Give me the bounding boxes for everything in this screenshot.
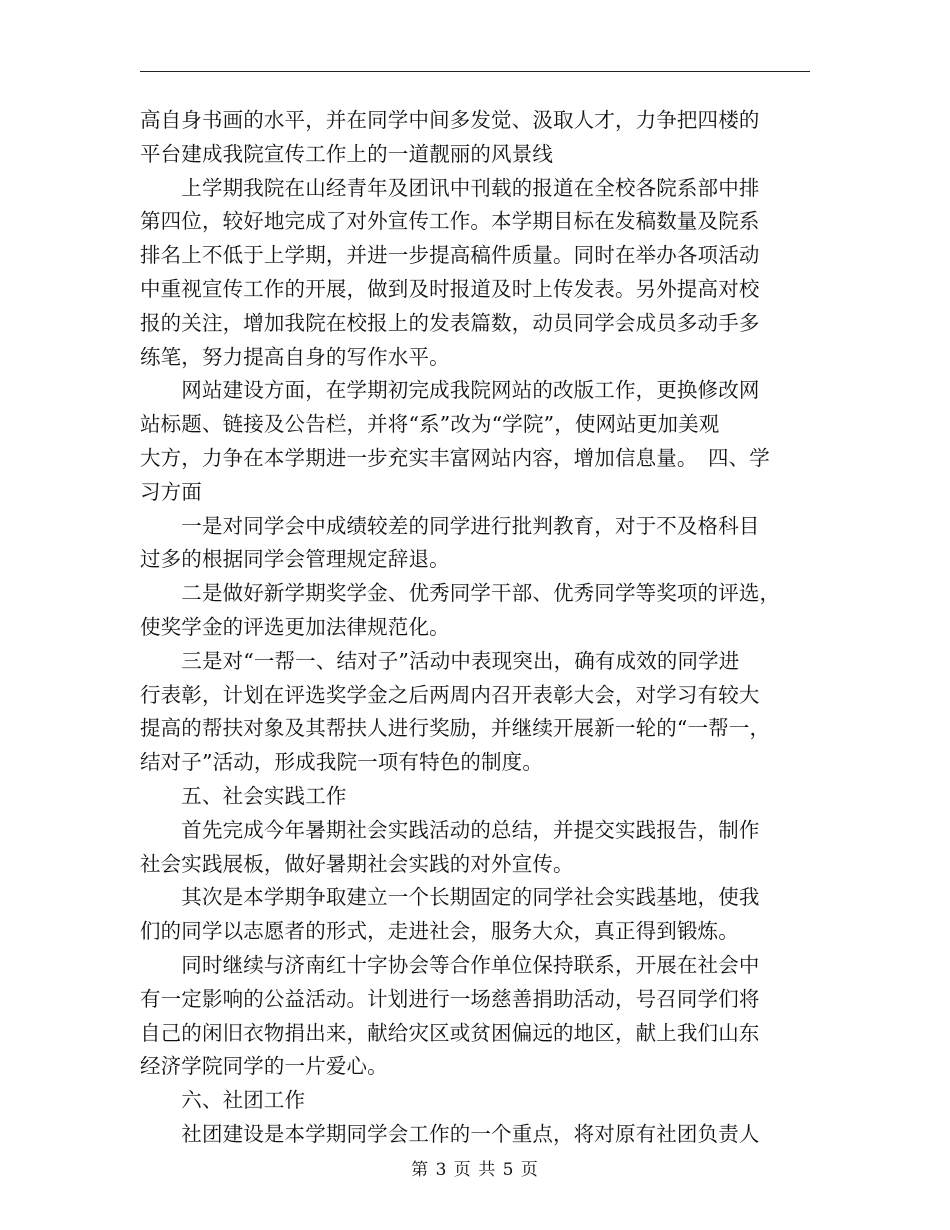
- text-line: 结对子”活动，形成我院一项有特色的制度。: [140, 750, 543, 775]
- text-line: 二是做好新学期奖学金、优秀同学干部、优秀同学等奖项的评选，: [140, 581, 781, 606]
- text-line: 高自身书画的水平，并在同学中间多发觉、汲取人才，力争把四楼的: [140, 108, 760, 132]
- text-line: 有一定影响的公益活动。计划进行一场慈善捐助活动，号召同学们将: [140, 986, 760, 1011]
- text-line: 同时继续与济南红十字协会等合作单位保持联系，开展在社会中: [140, 952, 760, 977]
- text-line: 网站建设方面，在学期初完成我院网站的改版工作，更换修改网: [140, 378, 760, 403]
- text-line: 们的同学以志愿者的形式，走进社会，服务大众，真正得到锻炼。: [140, 919, 739, 944]
- text-line: 行表彰，计划在评选奖学金之后两周内召开表彰大会，对学习有较大: [140, 682, 760, 707]
- text-line: 自己的闲旧衣物捐出来，献给灾区或贫困偏远的地区，献上我们山东: [140, 1020, 760, 1045]
- text-line: 上学期我院在山经青年及团讯中刊载的报道在全校各院系部中排: [140, 175, 760, 200]
- text-line: 平台建成我院宣传工作上的一道靓丽的风景线: [140, 141, 553, 166]
- text-line: 报的关注，增加我院在校报上的发表篇数，动员同学会成员多动手多: [140, 310, 760, 335]
- header-rule: [140, 71, 810, 72]
- text-line: 习方面: [140, 479, 202, 504]
- page-number-footer: 第 3 页 共 5 页: [411, 1160, 539, 1180]
- text-line: 第四位，较好地完成了对外宣传工作。本学期目标在发稿数量及院系: [140, 209, 760, 234]
- text-line: 提高的帮扶对象及其帮扶人进行奖励，并继续开展新一轮的“一帮一，: [140, 716, 771, 741]
- text-line: 首先完成今年暑期社会实践活动的总结，并提交实践报告，制作: [140, 817, 760, 842]
- text-line: 社团建设是本学期同学会工作的一个重点，将对原有社团负责人: [140, 1121, 760, 1146]
- text-line: 大方，力争在本学期进一步充实丰富网站内容，增加信息量。 四、学: [140, 445, 770, 470]
- text-line: 社会实践展板，做好暑期社会实践的对外宣传。: [140, 851, 574, 876]
- text-line: 三是对“一帮一、结对子”活动中表现突出，确有成效的同学进: [140, 648, 740, 673]
- text-line: 使奖学金的评选更加法律规范化。: [140, 614, 450, 639]
- section-heading: 五、社会实践工作: [140, 783, 347, 808]
- text-line: 站标题、链接及公告栏，并将“系”改为“学院”，使网站更加美观: [140, 412, 720, 437]
- document-body: [140, 104, 812, 1152]
- text-line: 练笔，努力提高自身的写作水平。: [140, 344, 450, 369]
- text-line: 经济学院同学的一片爱心。: [140, 1054, 388, 1079]
- text-line: 其次是本学期争取建立一个长期固定的同学社会实践基地，使我: [140, 885, 760, 910]
- text-line: 排名上不低于上学期，并进一步提高稿件质量。同时在举办各项活动: [140, 243, 760, 268]
- text-line: 中重视宣传工作的开展，做到及时报道及时上传发表。另外提高对校: [140, 276, 760, 301]
- text-line: 一是对同学会中成绩较差的同学进行批判教育，对于不及格科目: [140, 513, 760, 538]
- section-heading: 六、社团工作: [140, 1088, 306, 1113]
- text-line: 过多的根据同学会管理规定辞退。: [140, 547, 450, 572]
